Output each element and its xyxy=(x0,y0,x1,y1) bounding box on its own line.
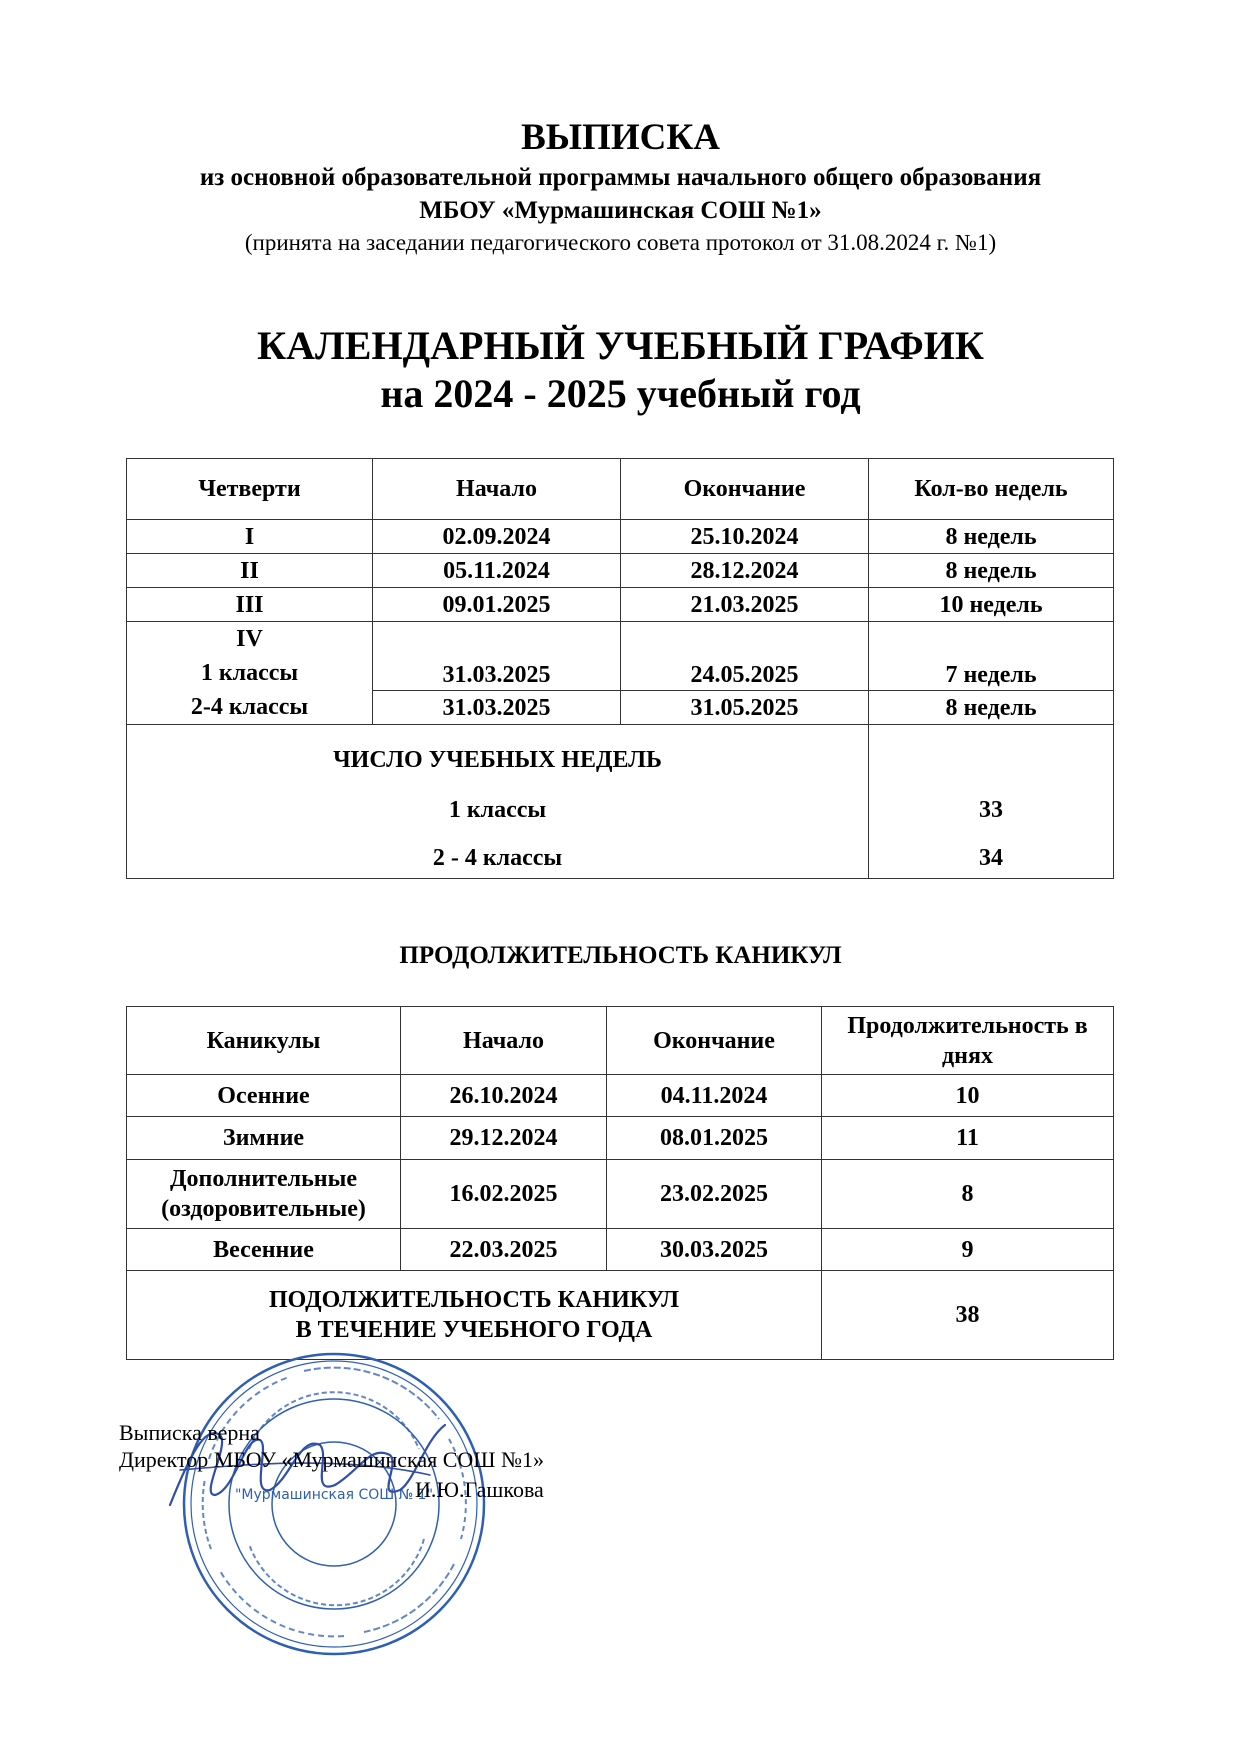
schedule-table xyxy=(126,458,1114,879)
days-cell: 9 xyxy=(822,1229,1114,1271)
column-header: Кол-во недель xyxy=(869,459,1114,520)
column-header: Каникулы xyxy=(127,1007,401,1075)
holiday-name-cell: Дополнительные (оздоровительные) xyxy=(127,1160,401,1229)
weeks-cell: 8 недель xyxy=(869,520,1114,554)
end-cell: 30.03.2025 xyxy=(607,1229,822,1271)
column-header: Начало xyxy=(401,1007,607,1075)
start-cell: 31.03.2025 xyxy=(373,622,621,691)
column-header: Продолжительность в днях xyxy=(822,1007,1114,1075)
holiday-name-cell: Весенние xyxy=(127,1229,401,1271)
document-title: ВЫПИСКА xyxy=(521,117,720,158)
quarter4-cell xyxy=(127,622,373,725)
table-row xyxy=(127,554,1114,588)
holidays-header-row xyxy=(127,1007,1114,1075)
quarter4-group1: 1 классы xyxy=(200,660,299,686)
total-weeks-value1: 33 xyxy=(979,797,1003,823)
end-cell: 24.05.2025 xyxy=(621,622,869,691)
holiday-name-cell: Осенние xyxy=(127,1075,401,1117)
weeks-cell: 8 недель xyxy=(869,691,1114,725)
start-cell: 29.12.2024 xyxy=(401,1117,607,1160)
start-cell: 09.01.2025 xyxy=(373,588,621,622)
end-cell: 31.05.2025 xyxy=(621,691,869,725)
holidays-total-label-line1: ПОДОЛЖИТЕЛЬНОСТЬ КАНИКУЛ xyxy=(268,1287,679,1313)
total-weeks-value-cell xyxy=(869,725,1114,879)
organization-name: МБОУ «Мурмашинская СОШ №1» xyxy=(419,197,822,224)
weeks-cell: 10 недель xyxy=(869,588,1114,622)
total-weeks-label-cell xyxy=(127,725,869,879)
table-row xyxy=(127,1160,1114,1229)
total-weeks-group1: 1 классы xyxy=(448,797,547,823)
quarter-cell: III xyxy=(127,588,373,622)
start-cell: 22.03.2025 xyxy=(401,1229,607,1271)
weeks-cell: 7 недель xyxy=(869,622,1114,691)
start-cell: 02.09.2024 xyxy=(373,520,621,554)
total-weeks-label: ЧИСЛО УЧЕБНЫХ НЕДЕЛЬ xyxy=(333,747,662,773)
table-row xyxy=(127,1229,1114,1271)
start-cell: 05.11.2024 xyxy=(373,554,621,588)
schedule-title-line2: на 2024 - 2025 учебный год xyxy=(380,371,861,416)
end-cell: 04.11.2024 xyxy=(607,1075,822,1117)
quarter4-group2: 2-4 классы xyxy=(190,694,309,720)
start-cell: 31.03.2025 xyxy=(373,691,621,725)
column-header: Четверти xyxy=(127,459,373,520)
quarter4-label: IV xyxy=(236,626,263,652)
holidays-total-value: 38 xyxy=(822,1271,1114,1360)
holidays-total-row xyxy=(127,1271,1114,1360)
table-row-q4-group1 xyxy=(127,622,1114,691)
quarter-cell: II xyxy=(127,554,373,588)
weeks-cell: 8 недель xyxy=(869,554,1114,588)
footer-director: Директор МБОУ «Мурмашинская СОШ №1» xyxy=(119,1447,544,1472)
table-row xyxy=(127,520,1114,554)
total-weeks-value2: 34 xyxy=(979,845,1003,871)
quarter-cell: I xyxy=(127,520,373,554)
holidays-total-label-cell xyxy=(127,1271,822,1360)
end-cell: 23.02.2025 xyxy=(607,1160,822,1229)
column-header: Начало xyxy=(373,459,621,520)
start-cell: 26.10.2024 xyxy=(401,1075,607,1117)
footer-signer: И.Ю.Гашкова xyxy=(415,1477,544,1502)
footer-certified: Выписка верна xyxy=(119,1420,260,1445)
total-weeks-group2: 2 - 4 классы xyxy=(432,845,563,871)
schedule-title-line1: КАЛЕНДАРНЫЙ УЧЕБНЫЙ ГРАФИК xyxy=(257,323,984,368)
schedule-header-row xyxy=(127,459,1114,520)
days-cell: 10 xyxy=(822,1075,1114,1117)
column-header: Окончание xyxy=(607,1007,822,1075)
column-header: Окончание xyxy=(621,459,869,520)
approval-note: (принята на заседании педагогического совета протокол от 31.08.2024 г. №1) xyxy=(244,230,997,255)
holidays-total-label-line2: В ТЕЧЕНИЕ УЧЕБНОГО ГОДА xyxy=(295,1317,653,1343)
end-cell: 08.01.2025 xyxy=(607,1117,822,1160)
seal-center-text: "Мурмашинская СОШ № 1" xyxy=(234,1487,434,1503)
holidays-title: ПРОДОЛЖИТЕЛЬНОСТЬ КАНИКУЛ xyxy=(399,942,842,969)
days-cell: 11 xyxy=(822,1117,1114,1160)
end-cell: 28.12.2024 xyxy=(621,554,869,588)
table-row xyxy=(127,588,1114,622)
holidays-table xyxy=(126,1006,1114,1360)
end-cell: 25.10.2024 xyxy=(621,520,869,554)
table-row xyxy=(127,1075,1114,1117)
days-cell: 8 xyxy=(822,1160,1114,1229)
end-cell: 21.03.2025 xyxy=(621,588,869,622)
total-weeks-row xyxy=(127,725,1114,879)
start-cell: 16.02.2025 xyxy=(401,1160,607,1229)
holiday-name-cell: Зимние xyxy=(127,1117,401,1160)
table-row xyxy=(127,1117,1114,1160)
schedule-title xyxy=(0,322,1241,418)
document-subtitle: из основной образовательной программы начального общего образования xyxy=(199,164,1042,191)
